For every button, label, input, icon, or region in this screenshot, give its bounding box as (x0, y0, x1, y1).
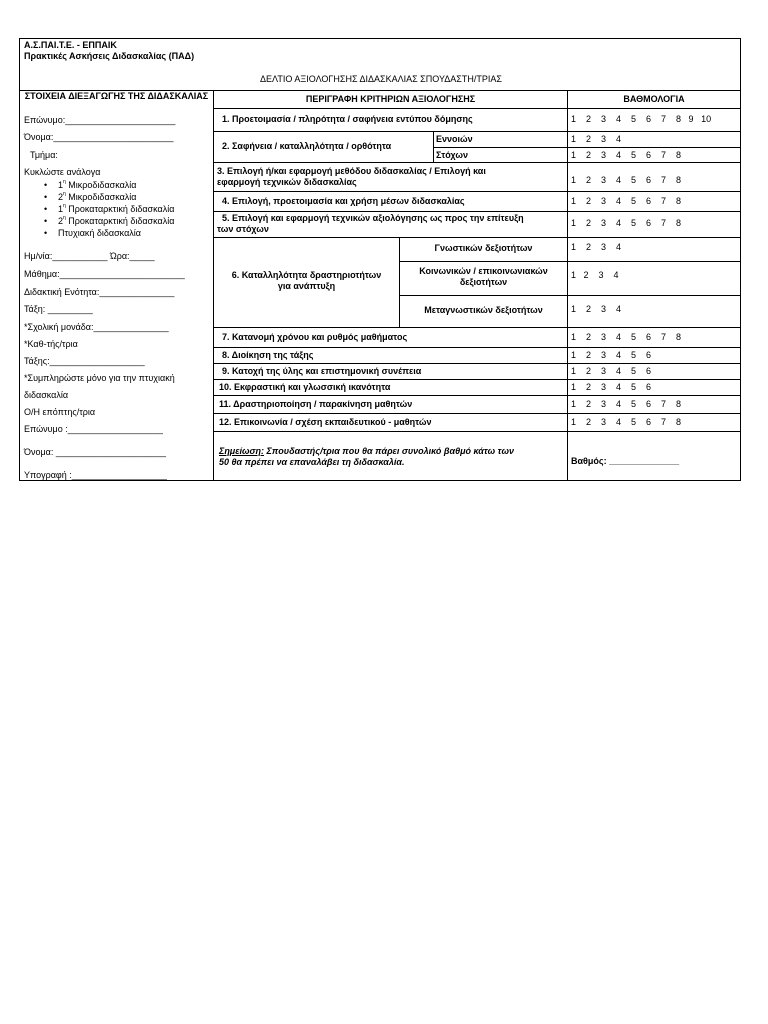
divider (213, 131, 740, 132)
divider (213, 347, 740, 348)
divider (213, 395, 740, 396)
score-scale-3[interactable]: 1 2 3 4 5 6 7 8 (571, 175, 682, 185)
option-micro-2[interactable]: • $2^\eta$ Μικροδιδασκαλία (38, 191, 174, 203)
grade-field[interactable]: Βαθμός: ______________ (571, 456, 680, 466)
criterion-8: 8. Διοίκηση της τάξης (222, 350, 314, 360)
score-scale-7[interactable]: 1 2 3 4 5 6 7 8 (571, 332, 682, 342)
criterion-6-cont: για ανάπτυξη (277, 281, 336, 291)
criterion-4: 4. Επιλογή, προετοιμασία και χρήση μέσων διδασκαλίας (222, 196, 465, 206)
score-scale-2a[interactable]: 1 2 3 4 (571, 134, 622, 144)
score-scale-6b[interactable]: 1 2 3 4 (571, 270, 619, 280)
criterion-5: 5. Επιλογή και εφαρμογή τεχνικών αξιολόγησης ως προς την επίτευξη (222, 213, 524, 223)
score-scale-12[interactable]: 1 2 3 4 5 6 7 8 (571, 417, 682, 427)
note-line: διδασκαλία (24, 390, 69, 400)
criterion-6-social: Κοινωνικών / επικοινωνιακών (419, 266, 548, 276)
divider (213, 108, 740, 109)
student-name-field[interactable]: Όνομα:________________________ (24, 132, 174, 142)
criterion-3-cont: εφαρμογή τεχνικών διδασκαλίας (217, 177, 357, 187)
column-header-grading: ΒΑΘΜΟΛΟΓΙΑ (623, 94, 685, 104)
note (219, 446, 514, 457)
supervisor-name-field[interactable]: Όνομα: ______________________ (24, 447, 166, 457)
criterion-11: 11. Δραστηριοποίηση / παρακίνηση μαθητών (219, 399, 413, 409)
option-prelim-1[interactable]: • $1^\eta$ Προκαταρκτική διδασκαλία (38, 203, 174, 215)
divider (213, 431, 740, 432)
divider (213, 379, 740, 380)
divider (213, 327, 740, 328)
supervisor-label: Ο/Η επόπτης/τρια (24, 407, 96, 417)
divider (213, 162, 740, 163)
note-label: Σημείωση: (219, 446, 265, 456)
criterion-12: 12. Επικοινωνία / σχέση εκπαιδευτικού - μαθητών (219, 417, 432, 427)
circle-instruction: Κυκλώστε ανάλογα (24, 167, 101, 177)
signature-field[interactable]: Υπογραφή :___________________ (24, 470, 167, 480)
score-scale-6c[interactable]: 1 2 3 4 (571, 304, 622, 314)
divider (213, 211, 740, 212)
divider (567, 90, 568, 480)
divider (399, 261, 740, 262)
supervisor-surname-field[interactable]: Επώνυμο :___________________ (24, 424, 163, 434)
score-scale-2b[interactable]: 1 2 3 4 5 6 7 8 (571, 150, 682, 160)
score-scale-4[interactable]: 1 2 3 4 5 6 7 8 (571, 196, 682, 206)
column-header-criteria: ΠΕΡΙΓΡΑΦΗ ΚΡΙΤΗΡΙΩΝ ΑΞΙΟΛΟΓΗΣΗΣ (305, 94, 476, 104)
divider (433, 147, 740, 148)
score-scale-9[interactable]: 1 2 3 4 5 6 (571, 366, 652, 376)
note-line: *Συμπληρώστε μόνο για την πτυχιακή (24, 373, 175, 383)
unit-field[interactable]: Διδακτική Ενότητα:_______________ (24, 287, 175, 297)
criterion-2-objectives: Στόχων (436, 150, 469, 160)
score-scale-10[interactable]: 1 2 3 4 5 6 (571, 382, 652, 392)
school-field[interactable]: *Σχολική μονάδα:_______________ (24, 322, 169, 332)
date-time-field[interactable]: Ημ/νία:___________ Ώρα:_____ (24, 251, 155, 261)
divider (213, 237, 740, 238)
class-field[interactable]: Τάξη: _________ (24, 304, 93, 314)
divider (213, 363, 740, 364)
option-degree[interactable]: • Πτυχιακή διδασκαλία (38, 227, 174, 239)
divider (399, 295, 740, 296)
divider (213, 413, 740, 414)
org-name: Α.Σ.ΠΑΙ.Τ.Ε. - ΕΠΠΑΙΚ (24, 40, 117, 50)
criterion-1: 1. Προετοιμασία / πληρότητα / σαφήνεια εντύπου δόμησης (222, 114, 473, 124)
criterion-3: 3. Επιλογή ή/και εφαρμογή μεθόδου διδασκαλίας / Επιλογή και (217, 166, 486, 176)
student-surname-field[interactable]: Επώνυμο:______________________ (24, 115, 176, 125)
column-header-details: ΣΤΟΙΧΕΙΑ ΔΙΕΞΑΓΩΓΗΣ ΤΗΣ ΔΙΔΑΣΚΑΛΙΑΣ (24, 91, 209, 101)
divider (433, 131, 434, 162)
teaching-type-options (38, 179, 174, 239)
score-scale-5[interactable]: 1 2 3 4 5 6 7 8 (571, 218, 682, 228)
note-text-cont: 50 θα πρέπει να επαναλάβει τη διδασκαλία. (219, 457, 405, 467)
score-scale-8[interactable]: 1 2 3 4 5 6 (571, 350, 652, 360)
evaluation-form (19, 38, 741, 481)
option-prelim-2[interactable]: • $2^\eta$ Προκαταρκτική διδασκαλία (38, 215, 174, 227)
criterion-6-cognitive: Γνωστικών δεξιοτήτων (434, 243, 533, 253)
criterion-6-social-cont: δεξιοτήτων (459, 277, 508, 287)
form-title: ΔΕΛΤΙΟ ΑΞΙΟΛΟΓΗΣΗΣ ΔΙΔΑΣΚΑΛΙΑΣ ΣΠΟΥΔΑΣΤΗ/ΤΡΙΑΣ (260, 74, 502, 84)
program-name: Πρακτικές Ασκήσεις Διδασκαλίας (ΠΑΔ) (24, 51, 195, 61)
criterion-7: 7. Κατανομή χρόνου και ρυθμός μαθήματος (222, 332, 408, 342)
score-scale-6a[interactable]: 1 2 3 4 (571, 242, 622, 252)
criterion-9: 9. Κατοχή της ύλης και επιστημονική συνέπεια (222, 366, 422, 376)
criterion-6-metacognitive: Μεταγνωστικών δεξιοτήτων (424, 305, 543, 315)
criterion-6: 6. Καταλληλότητα δραστηριοτήτων (231, 270, 382, 280)
criterion-2: 2. Σαφήνεια / καταλληλότητα / ορθότητα (222, 141, 392, 151)
score-scale-11[interactable]: 1 2 3 4 5 6 7 8 (571, 399, 682, 409)
note-text: Σπουδαστής/τρια που θα πάρει συνολικό βαθμό κάτω των (264, 446, 514, 456)
criterion-2-concepts: Εννοιών (436, 134, 473, 144)
department-field[interactable]: Τμήμα: (30, 150, 58, 160)
criterion-10: 10. Εκφραστική και γλωσσική ικανότητα (219, 382, 391, 392)
score-scale-1[interactable]: 1 2 3 4 5 6 7 8 9 10 (571, 114, 712, 124)
criterion-5-cont: των στόχων (217, 224, 269, 234)
teacher-label: *Καθ-τής/τρια (24, 339, 78, 349)
option-micro-1[interactable]: • $1^\eta$ Μικροδιδασκαλία (38, 179, 174, 191)
subject-field[interactable]: Μάθημα:_________________________ (24, 269, 185, 279)
class-teacher-field[interactable]: Τάξης:___________________ (24, 356, 145, 366)
divider (213, 191, 740, 192)
